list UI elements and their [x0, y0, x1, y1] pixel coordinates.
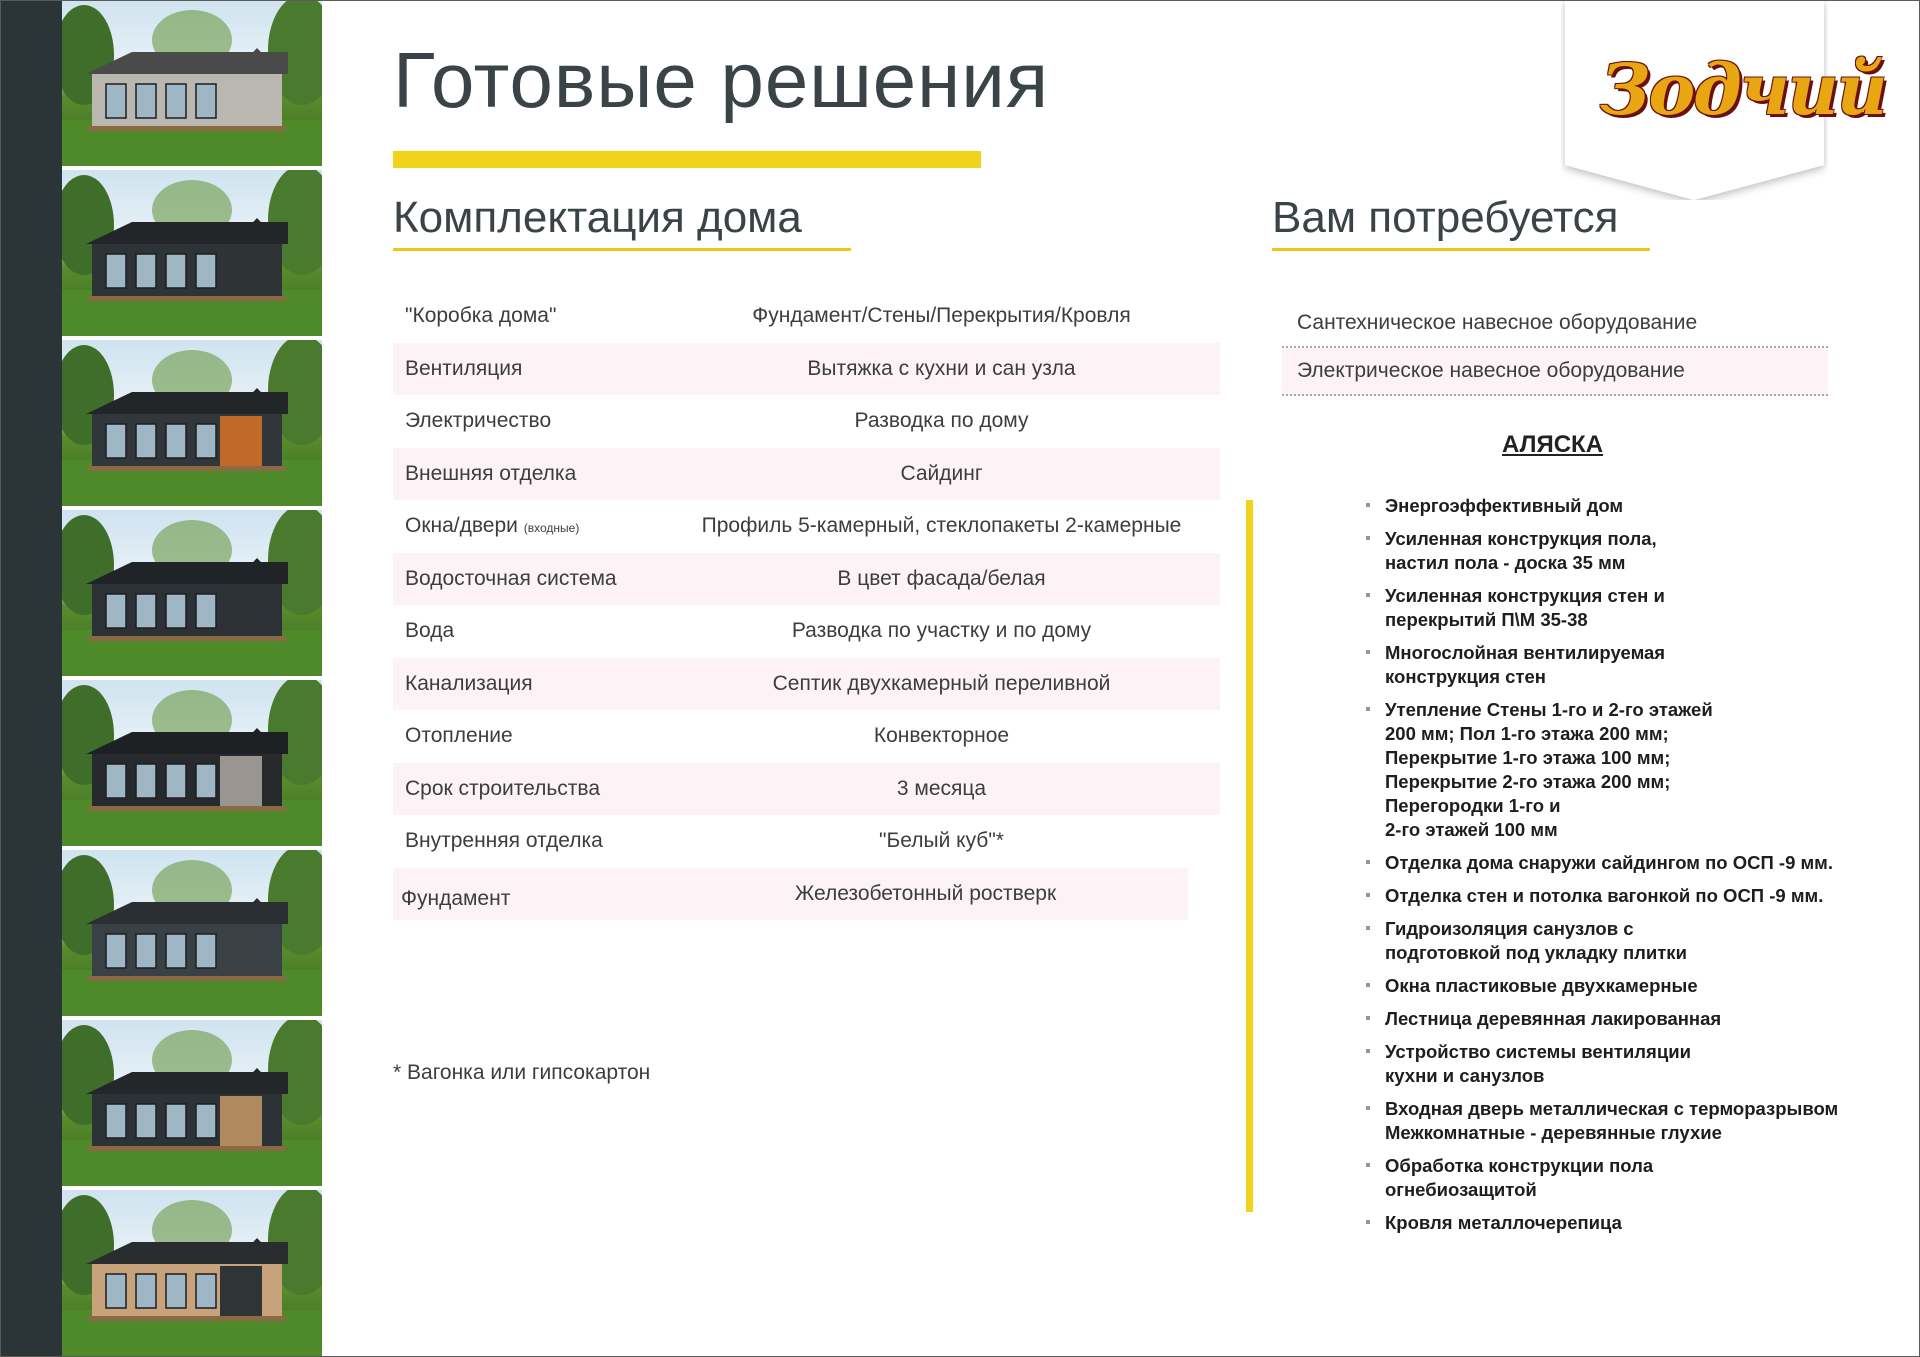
spec-label: [405, 619, 454, 643]
spec-row: [393, 290, 1220, 343]
kit-title-underline: [393, 248, 851, 251]
spec-value: Вытяжка с кухни и сан узла: [807, 356, 1076, 380]
house-photo-8: [62, 1190, 322, 1356]
spec-label-text: Отопление: [405, 724, 513, 748]
house-illustration: [62, 0, 322, 166]
spec-value: Разводка по участку и по дому: [791, 619, 1092, 643]
feature-item: Лестница деревянная лакированная: [1366, 1007, 1906, 1031]
spec-label-text: "Коробка дома": [405, 304, 557, 328]
spec-label-text: Окна/двери: [405, 514, 518, 538]
spec-label-text: Срок строительства: [405, 776, 601, 800]
spec-row: [393, 710, 1220, 763]
house-photo-6: [62, 850, 322, 1016]
spec-label-text: Вода: [405, 619, 455, 643]
spec-label: [405, 514, 579, 538]
need-title-underline: [1272, 248, 1650, 251]
left-dark-strip: [0, 0, 62, 1357]
spec-label-text: Вентиляция: [405, 356, 523, 380]
spec-value: В цвет фасада/белая: [837, 566, 1046, 590]
spec-label: [405, 357, 522, 381]
alaska-title: АЛЯСКА: [1502, 431, 1604, 458]
feature-item: Энергоэффективный дом: [1366, 494, 1906, 518]
title-accent-bar: [393, 151, 981, 168]
spec-row: [393, 763, 1220, 816]
spec-label-text: Канализация: [405, 671, 533, 695]
spec-label-text: Внутренняя отделка: [405, 829, 603, 853]
feature-item: Отделка дома снаружи сайдингом по ОСП -9 мм.: [1366, 851, 1906, 875]
kit-spec-table: [393, 290, 1220, 920]
feature-item: Многослойная вентилируемая конструкция стен: [1366, 641, 1906, 689]
house-illustration: [62, 1190, 322, 1356]
spec-label-text: Внешняя отделка: [405, 461, 577, 485]
house-illustration: [62, 1020, 322, 1186]
feature-item: Усиленная конструкция стен и перекрытий П\М 35-38: [1366, 584, 1906, 632]
spec-label: [405, 672, 533, 696]
divider-yellow-line: [1246, 500, 1253, 1212]
house-illustration: [62, 680, 322, 846]
spec-row: [393, 553, 1220, 606]
kit-footnote: * Вагонка или гипсокартон: [393, 1061, 651, 1084]
house-photo-1: [62, 0, 322, 166]
spec-label: [405, 724, 513, 748]
house-illustration: [62, 340, 322, 506]
house-photo-5: [62, 680, 322, 846]
spec-label: [405, 304, 556, 328]
feature-item: Отделка стен и потолка вагонкой по ОСП -9 мм.: [1366, 884, 1906, 908]
spec-label-text: Фундамент: [401, 886, 511, 910]
spec-value: Сайдинг: [900, 461, 983, 485]
house-photo-column: [62, 0, 322, 1357]
spec-label: [405, 409, 551, 433]
feature-item: Утепление Стены 1-го и 2-го этажей 200 мм; Пол 1-го этажа 200 мм; Перекрытие 1-го этажа 100 мм; Перекрытие 2-го этажа 200 мм; Перегородки 1-го и 2-го этажей 100 мм: [1366, 698, 1906, 842]
spec-row: [393, 605, 1220, 658]
spec-row: [393, 448, 1220, 501]
spec-label: [405, 777, 600, 801]
spec-value: Разводка по дому: [854, 409, 1029, 433]
spec-row: [393, 658, 1220, 711]
need-item: Сантехническое навесное оборудование: [1282, 300, 1828, 348]
feature-item: Обработка конструкции пола огнебиозащитой: [1366, 1154, 1906, 1202]
spec-row: [393, 395, 1220, 448]
spec-label: [401, 887, 510, 911]
spec-value: "Белый куб"*: [879, 829, 1004, 853]
spec-value: Железобетонный ростверк: [794, 881, 1057, 905]
house-photo-7: [62, 1020, 322, 1186]
need-list: [1282, 300, 1828, 396]
feature-item: Окна пластиковые двухкамерные: [1366, 974, 1906, 998]
spec-value: Фундамент/Стены/Перекрытия/Кровля: [752, 304, 1131, 328]
need-item: Электрическое навесное оборудование: [1282, 348, 1828, 396]
feature-item: Усиленная конструкция пола, настил пола - доска 35 мм: [1366, 527, 1906, 575]
spec-value: 3 месяца: [896, 776, 987, 800]
spec-label: [405, 462, 576, 486]
feature-item: Гидроизоляция санузлов с подготовкой под укладку плитки: [1366, 917, 1906, 965]
feature-item: Входная дверь металлическая с терморазрывом Межкомнатные - деревянные глухие: [1366, 1097, 1906, 1145]
spec-label-text: Водосточная система: [405, 566, 617, 590]
house-photo-4: [62, 510, 322, 676]
spec-row: [393, 343, 1220, 396]
spec-label: [405, 567, 617, 591]
alaska-feature-list: [1366, 494, 1906, 1244]
house-illustration: [62, 170, 322, 336]
feature-item: Устройство системы вентиляции кухни и санузлов: [1366, 1040, 1906, 1088]
need-section-title: Вам потребуется: [1272, 193, 1619, 242]
spec-value: Конвекторное: [873, 724, 1010, 748]
house-illustration: [62, 850, 322, 1016]
spec-row: [393, 868, 1188, 921]
spec-value: Септик двухкамерный переливной: [772, 671, 1111, 695]
spec-label-text: Электричество: [405, 409, 552, 433]
house-illustration: [62, 510, 322, 676]
spec-row: [393, 815, 1220, 868]
house-photo-2: [62, 170, 322, 336]
kit-section-title: Комплектация дома: [393, 193, 802, 242]
house-photo-3: [62, 340, 322, 506]
spec-value: Профиль 5-камерный, стеклопакеты 2-камерные: [701, 514, 1182, 538]
page-title: Готовые решения: [393, 36, 1050, 124]
spec-label-note: (входные): [523, 521, 580, 536]
spec-label: [405, 829, 603, 853]
company-logo: Зодчий: [1600, 48, 1886, 131]
feature-item: Кровля металлочерепица: [1366, 1211, 1906, 1235]
spec-row: [393, 500, 1220, 553]
